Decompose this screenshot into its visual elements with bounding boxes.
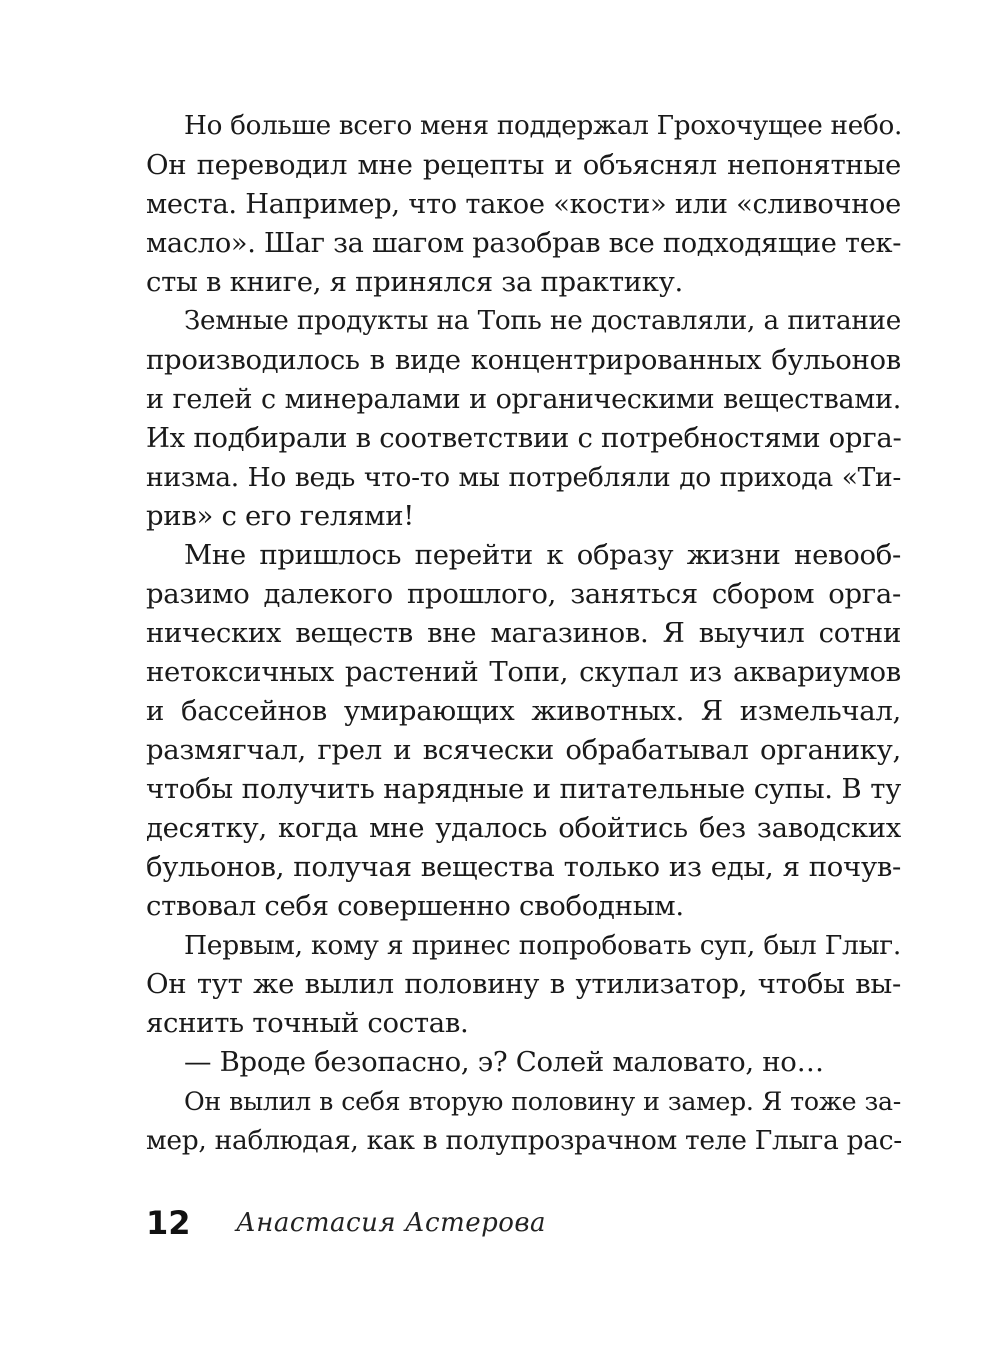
text-line: нических веществ вне магазинов. Я выучил сотни [146,617,901,649]
text-line: Первым, кому я принес попробовать суп, был Глыг. [184,930,901,961]
text-line: мер, наблюдая, как в полупрозрачном теле Глыга рас- [146,1125,902,1156]
text-line: размягчал, грел и всячески обрабатывал органику, [146,734,901,766]
text-line: десятку, когда мне удалось обойтись без заводских [146,812,901,844]
page-footer [146,1198,546,1248]
text-line: масло». Шаг за шагом разобрав все подходящие тек- [146,228,902,259]
author-name: Анастасия Астерова [236,1208,547,1238]
page-number: 12 [146,1204,191,1242]
body-text [146,107,901,1160]
text-line: — Вроде безопасно, э? Солей маловато, но… [184,1046,824,1078]
text-line: ствовал себя совершенно свободным. [146,890,684,922]
text-line: нетоксичных растений Топи, скупал из аквариумов [146,656,901,688]
text-line: рив» с его гелями! [146,500,414,532]
text-line: места. Например, что такое «кости» или «сливочное [146,189,901,220]
text-line: чтобы получить нарядные и питательные супы. В ту [146,773,901,805]
text-line: яснить точный состав. [146,1007,469,1039]
text-line: бульонов, получая вещества только из еды, я почув- [146,851,901,883]
text-line: Земные продукты на Топь не доставляли, а питание [184,306,901,336]
text-line: и бассейнов умирающих животных. Я измельчал, [146,695,901,727]
text-line: сты в книге, я принялся за практику. [146,266,683,298]
text-line: разимо далекого прошлого, заняться сбором орга- [146,578,901,610]
text-line: Он переводил мне рецепты и объяснял непонятные [146,149,901,181]
text-line: Но больше всего меня поддержал Грохочущее небо. [184,111,903,141]
text-line: производилось в виде концентрированных бульонов [146,344,901,376]
text-line: Он тут же вылил половину в утилизатор, чтобы вы- [146,968,901,1000]
text-line: Их подбирали в соответствии с потребностями орга- [146,422,902,454]
text-line: Он вылил в себя вторую половину и замер. Я тоже за- [184,1087,901,1116]
text-line: низма. Но ведь что-то мы потребляли до прихода «Ти- [146,462,901,493]
text-line: и гелей с минералами и органическими веществами. [146,384,901,415]
text-line: Мне пришлось перейти к образу жизни невооб- [184,539,901,571]
